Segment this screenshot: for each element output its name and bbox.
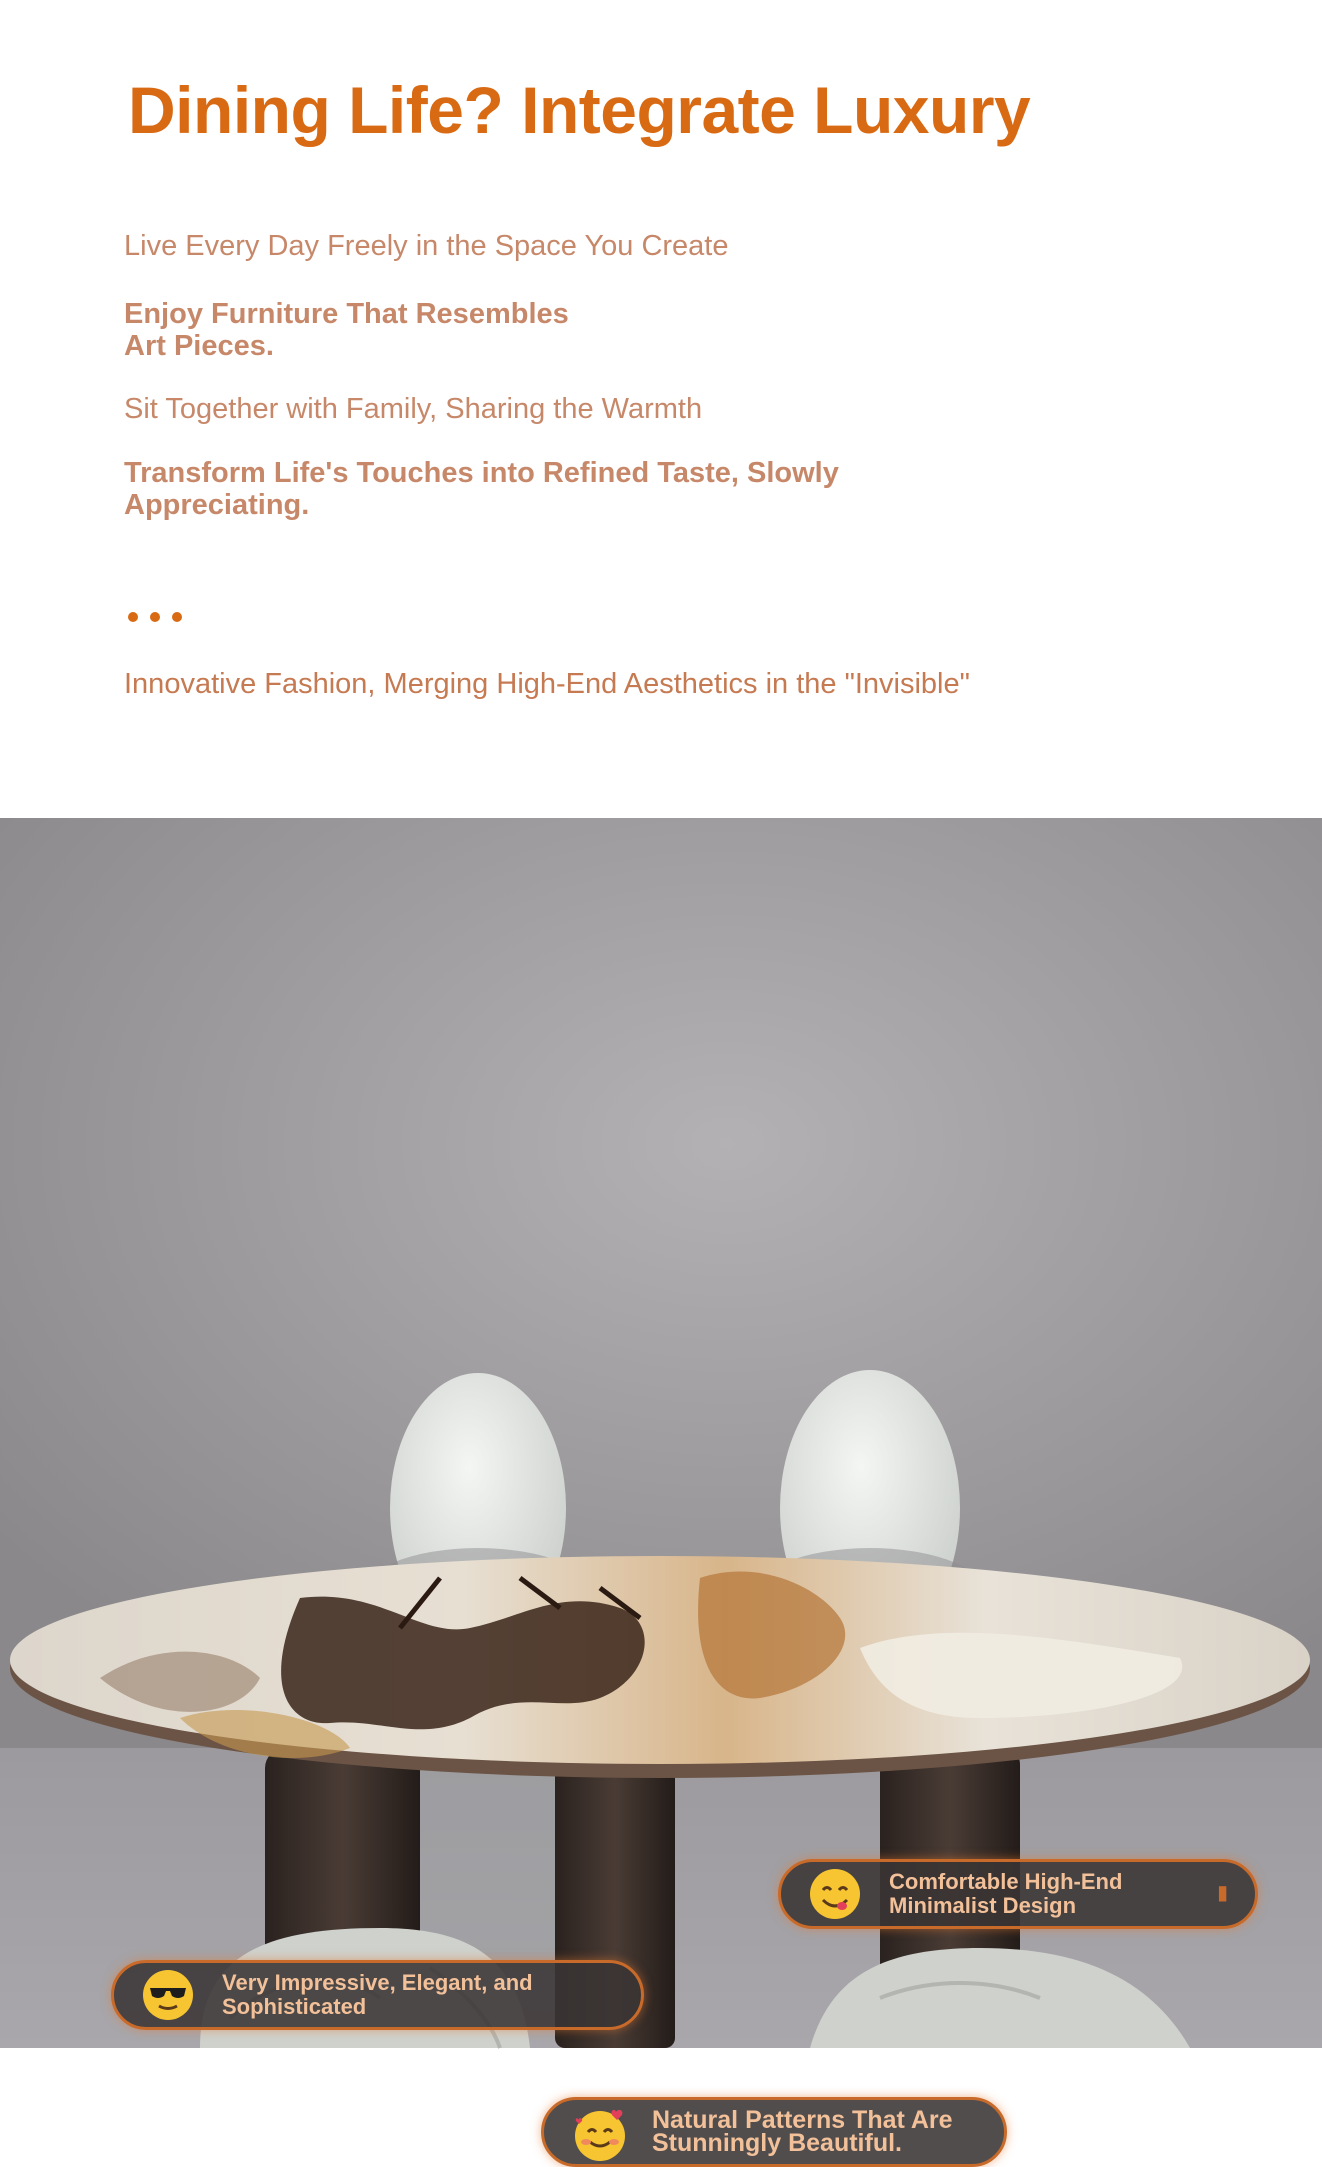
tagline-2 xyxy=(124,298,569,362)
callout-text-line-2: Stunningly Beautiful. xyxy=(652,2129,902,2157)
callout-text-line-2: Sophisticated xyxy=(222,1994,367,2019)
callout-text-line-1: Comfortable High-End xyxy=(889,1869,1123,1894)
ellipsis-dots xyxy=(128,612,182,622)
callout-text xyxy=(652,2106,953,2157)
dot xyxy=(150,612,160,622)
intro-section xyxy=(0,0,1322,818)
callout-text-line-1: Very Impressive, Elegant, and xyxy=(222,1970,533,1995)
dot xyxy=(128,612,138,622)
tagline-1: Live Every Day Freely in the Space You Create xyxy=(124,230,729,262)
page-title: Dining Life? Integrate Luxury xyxy=(128,73,1031,147)
tagline-4-line-a: Transform Life's Touches into Refined Taste, Slowly xyxy=(124,457,839,489)
callout-text-line-1: Natural Patterns That Are xyxy=(652,2106,953,2134)
callout-text xyxy=(889,1870,1122,1918)
tagline-4 xyxy=(124,457,839,521)
smiling-hearts-face-icon xyxy=(572,2106,624,2158)
tagline-3: Sit Together with Family, Sharing the Warmth xyxy=(124,393,703,425)
callout-natural-patterns xyxy=(541,2097,1007,2167)
tagline-2-line-b: Art Pieces. xyxy=(124,330,274,362)
callout-comfortable-design xyxy=(778,1859,1258,1929)
yum-face-icon xyxy=(809,1868,861,1920)
dining-table-photo xyxy=(0,818,1322,2157)
callout-text-line-2: Minimalist Design xyxy=(889,1893,1077,1918)
callout-elegant xyxy=(111,1960,644,2030)
callout-edge-mark: ▮ xyxy=(1217,1882,1229,1904)
callout-text xyxy=(222,1971,533,2019)
dot xyxy=(172,612,182,622)
sunglasses-face-icon xyxy=(142,1969,194,2021)
tagline-closing: Innovative Fashion, Merging High-End Aesthetics in the "Invisible" xyxy=(124,668,970,700)
tagline-2-line-a: Enjoy Furniture That Resembles xyxy=(124,298,569,330)
tagline-4-line-b: Appreciating. xyxy=(124,489,310,521)
